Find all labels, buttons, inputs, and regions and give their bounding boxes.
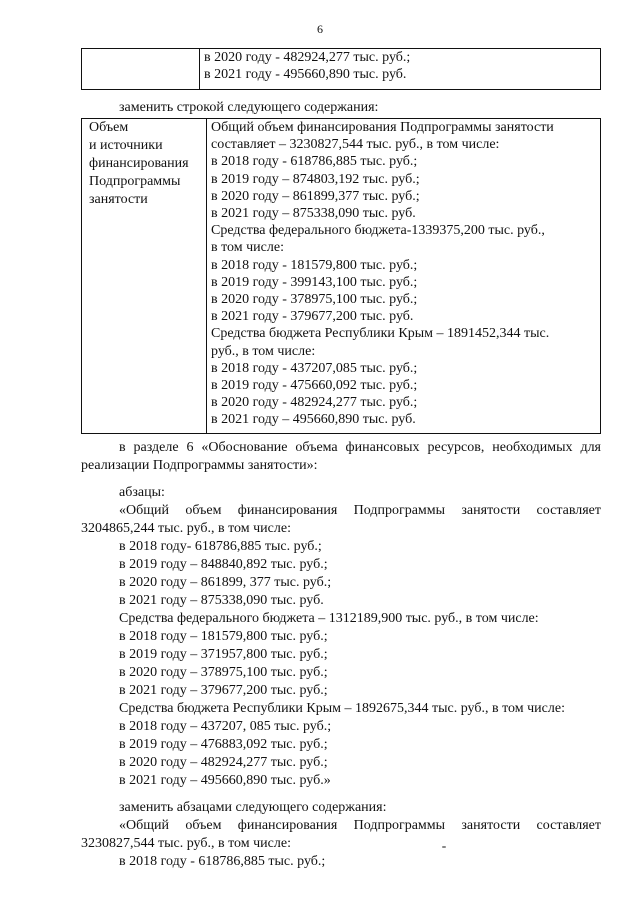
table-line: в 2018 году - 437207,085 тыс. руб.;	[211, 360, 418, 376]
table-line: составляет – 3230827,544 тыс. руб., в том числе:	[211, 137, 500, 153]
table-left-line: и источники	[89, 138, 163, 153]
table-continuation	[81, 48, 601, 90]
old-paragraph-line: в 2019 году – 371957,800 тыс. руб.;	[119, 647, 328, 662]
page-number: 6	[317, 22, 323, 36]
table-line: в 2020 году – 861899,377 тыс. руб.;	[211, 188, 420, 204]
table-line: в 2021 году - 495660,890 тыс. руб.	[204, 67, 407, 83]
old-paragraph-line: в 2018 году – 181579,800 тыс. руб.;	[119, 629, 328, 644]
replace-row-intro: заменить строкой следующего содержания:	[119, 100, 379, 115]
old-paragraph-line: в 2020 году – 482924,277 тыс. руб.;	[119, 755, 328, 770]
table-line: в 2019 году - 399143,100 тыс. руб.;	[211, 274, 418, 290]
new-paragraph-line-1: «Общий объем финансирования Подпрограммы занятости составляет	[119, 818, 601, 833]
table-new-row	[81, 118, 601, 434]
old-paragraph-line: в 2021 году – 875338,090 тыс. руб.	[119, 593, 324, 608]
scan-speck	[442, 846, 446, 848]
table-line: в 2018 году - 618786,885 тыс. руб.;	[211, 154, 418, 170]
old-paragraph-line: в 2020 году – 861899, 377 тыс. руб.;	[119, 575, 332, 590]
table-line: Средства бюджета Республики Крым – 1891452,344 тыс.	[211, 326, 550, 342]
table-right-cell	[207, 119, 601, 434]
table-line: в 2020 году - 378975,100 тыс. руб.;	[211, 292, 418, 308]
table-line: Общий объем финансирования Подпрограммы занятости	[211, 120, 554, 135]
old-paragraph-line: Средства бюджета Республики Крым – 1892675,344 тыс. руб., в том числе:	[119, 701, 565, 716]
table-line: в 2021 году – 875338,090 тыс. руб.	[211, 206, 416, 222]
table-left-line: Подпрограммы	[89, 174, 181, 189]
table-line: в 2021 году - 379677,200 тыс. руб.	[211, 309, 414, 325]
old-paragraph-line: в 2021 году – 495660,890 тыс. руб.»	[119, 773, 331, 788]
table-line: в 2020 году - 482924,277 тыс. руб.;	[204, 50, 411, 65]
new-paragraph-line-2: 3230827,544 тыс. руб., в том числе:	[81, 836, 291, 851]
table-line: в том числе:	[211, 240, 284, 256]
table-line: в 2021 году – 495660,890 тыс. руб.	[211, 412, 416, 428]
old-paragraph-line: Средства федерального бюджета – 1312189,900 тыс. руб., в том числе:	[119, 611, 539, 626]
old-paragraph-line: в 2021 году – 379677,200 тыс. руб.;	[119, 683, 328, 698]
table-line: в 2020 году - 482924,277 тыс. руб.;	[211, 395, 418, 411]
section-line-2: реализации Подпрограммы занятости»:	[81, 458, 318, 473]
old-paragraph-line: в 2020 году – 378975,100 тыс. руб.;	[119, 665, 328, 680]
section-line-1: в разделе 6 «Обоснование объема финансовых ресурсов, необходимых для	[119, 440, 601, 455]
new-paragraphs-intro: заменить абзацами следующего содержания:	[119, 800, 387, 815]
table-left-cell-empty	[82, 49, 200, 90]
table-line: в 2019 году - 475660,092 тыс. руб.;	[211, 378, 418, 394]
table-line: Средства федерального бюджета-1339375,200 тыс. руб.,	[211, 223, 545, 239]
new-paragraph-line-3: в 2018 году - 618786,885 тыс. руб.;	[119, 854, 326, 869]
old-paragraph-line: в 2018 году – 437207, 085 тыс. руб.;	[119, 719, 332, 734]
table-left-line: финансирования	[89, 156, 189, 171]
table-line: в 2018 году - 181579,800 тыс. руб.;	[211, 257, 418, 273]
old-paragraph-line: в 2018 году- 618786,885 тыс. руб.;	[119, 539, 322, 554]
old-paragraphs-label: абзацы:	[119, 485, 165, 500]
old-paragraph-line-1: «Общий объем финансирования Подпрограммы занятости составляет	[119, 503, 601, 518]
table-left-line: Объем	[89, 120, 129, 135]
table-line: в 2019 году – 874803,192 тыс. руб.;	[211, 171, 420, 187]
old-paragraph-line-2: 3204865,244 тыс. руб., в том числе:	[81, 521, 291, 536]
old-paragraph-line: в 2019 году – 476883,092 тыс. руб.;	[119, 737, 328, 752]
table-line: руб., в том числе:	[211, 343, 316, 359]
table-left-line: занятости	[89, 192, 148, 207]
table-right-cell	[200, 49, 601, 90]
old-paragraph-line: в 2019 году – 848840,892 тыс. руб.;	[119, 557, 328, 572]
table-left-cell	[82, 119, 207, 434]
